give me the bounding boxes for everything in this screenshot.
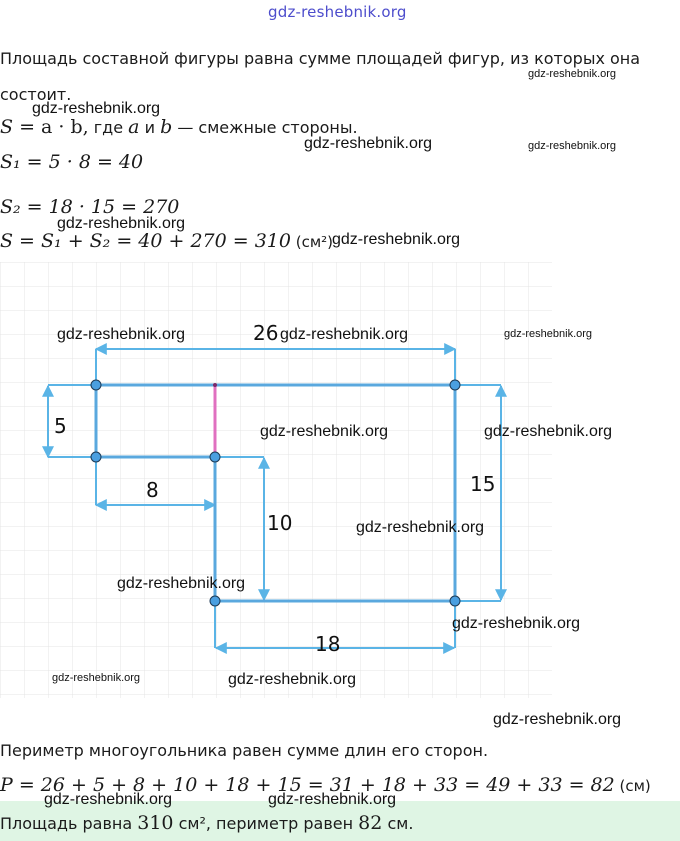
answer-part1: Площадь равна: [0, 814, 138, 833]
watermark: gdz-reshebnik.org: [504, 328, 593, 340]
answer-perimeter: 82: [358, 812, 383, 834]
watermark: gdz-reshebnik.org: [332, 231, 461, 248]
watermark: gdz-reshebnik.org: [260, 423, 389, 440]
watermark: gdz-reshebnik.org: [304, 135, 433, 152]
answer-part2: см², периметр равен: [173, 814, 359, 833]
watermark: gdz-reshebnik.org: [452, 615, 581, 632]
formula-area-and: и: [139, 118, 161, 137]
vertex: [91, 452, 101, 462]
vertex: [210, 452, 220, 462]
vertex: [450, 596, 460, 606]
watermark: gdz-reshebnik.org: [484, 423, 613, 440]
label-10: 10: [267, 511, 293, 535]
vertex: [91, 380, 101, 390]
formula-area-eq: = a · b,: [13, 116, 89, 138]
formula-total-expr: S = S₁ + S₂ = 40 + 270 = 310: [0, 230, 291, 252]
formula-s1: S₁ = 5 · 8 = 40: [0, 151, 144, 173]
answer-text: [0, 812, 413, 834]
formula-total: [0, 230, 333, 252]
intro-line-1: Площадь составной фигуры равна сумме площадей фигур, из которых она: [0, 49, 641, 68]
perimeter-formula-unit: (см): [614, 777, 651, 795]
watermark: gdz-reshebnik.org: [32, 100, 161, 117]
formula-area-rest: — смежные стороны.: [172, 118, 358, 137]
answer-part3: см.: [382, 814, 414, 833]
watermark: gdz-reshebnik.org: [57, 215, 186, 232]
label-15: 15: [470, 472, 496, 496]
label-18: 18: [315, 632, 341, 656]
formula-area-text: где: [88, 118, 129, 137]
watermark: gdz-reshebnik.org: [280, 326, 409, 343]
site-header-link[interactable]: gdz-reshebnik.org: [268, 3, 407, 21]
watermark: gdz-reshebnik.org: [57, 326, 186, 343]
formula-area-b: b: [160, 116, 173, 138]
formula-total-unit: (см²): [290, 233, 334, 251]
divider-top-point: [213, 383, 217, 387]
watermark: gdz-reshebnik.org: [52, 672, 141, 684]
watermark: gdz-reshebnik.org: [228, 671, 357, 688]
watermark: gdz-reshebnik.org: [44, 791, 173, 808]
watermark: gdz-reshebnik.org: [117, 575, 246, 592]
formula-area-lhs: S: [0, 116, 14, 138]
perimeter-formula-expr: P = 26 + 5 + 8 + 10 + 18 + 15 = 31 + 18 + 33 = 49 + 33 = 82: [0, 774, 615, 796]
watermark: gdz-reshebnik.org: [528, 68, 617, 80]
label-8: 8: [146, 478, 159, 502]
vertex: [450, 380, 460, 390]
label-26: 26: [253, 321, 279, 345]
perimeter-text: Периметр многоугольника равен сумме длин его сторон.: [0, 741, 489, 760]
watermark: gdz-reshebnik.org: [268, 791, 397, 808]
label-5: 5: [54, 414, 67, 438]
watermark: gdz-reshebnik.org: [493, 711, 622, 728]
formula-area-a: a: [128, 116, 140, 138]
formula-s2: S₂ = 18 · 15 = 270: [0, 196, 180, 218]
watermark: gdz-reshebnik.org: [356, 519, 485, 536]
answer-area: 310: [137, 812, 174, 834]
vertex: [210, 596, 220, 606]
intro-line-2: состоит.: [0, 85, 72, 104]
watermark: gdz-reshebnik.org: [528, 140, 617, 152]
